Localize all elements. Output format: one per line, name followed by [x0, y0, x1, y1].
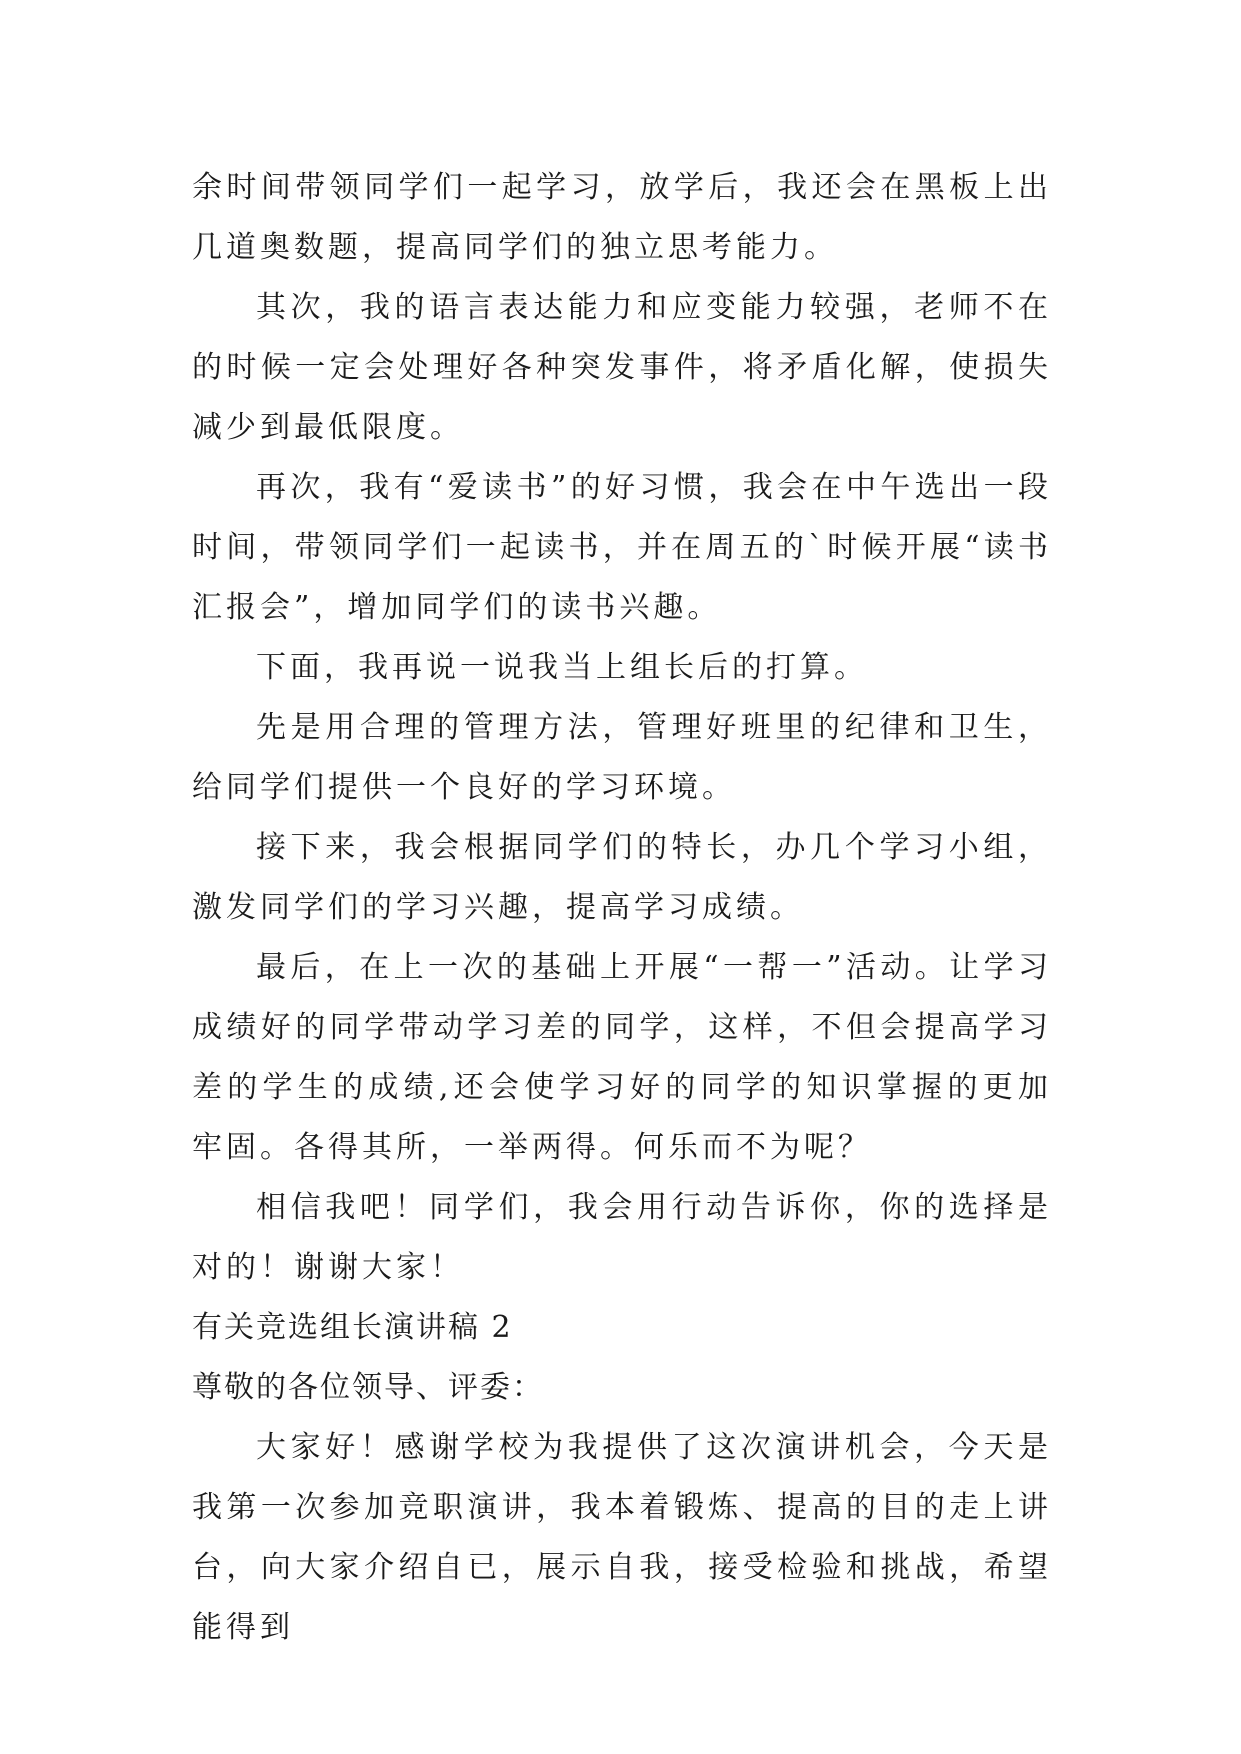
paragraph-greeting: 大家好！感谢学校为我提供了这次演讲机会，今天是我第一次参加竞职演讲，我本着锻炼、提高的目的走上讲台，向大家介绍自已，展示自我，接受检验和挑战，希望能得到 [192, 1430, 1052, 1645]
paragraph-plan-first: 先是用合理的管理方法，管理好班里的纪律和卫生，给同学们提供一个良好的学习环境。 [192, 710, 1052, 805]
paragraph-closing: 相信我吧！同学们，我会用行动告诉你，你的选择是对的！谢谢大家！ [192, 1190, 1052, 1285]
document-page [192, 158, 1052, 1658]
paragraph-plans-intro: 下面，我再说一说我当上组长后的打算。 [256, 650, 868, 685]
paragraph-continued: 余时间带领同学们一起学习，放学后，我还会在黑板上出几道奥数题，提高同学们的独立思考能力。 [192, 170, 1052, 265]
paragraph-thirdly: 再次，我有“爱读书”的好习惯，我会在中午选出一段时间，带领同学们一起读书，并在周五的`时候开展“读书汇报会”，增加同学们的读书兴趣。 [192, 470, 1052, 625]
salutation: 尊敬的各位领导、评委： [192, 1370, 544, 1405]
section-title: 有关竞选组长演讲稿 2 [192, 1310, 513, 1345]
paragraph-secondly: 其次，我的语言表达能力和应变能力较强，老师不在的时候一定会处理好各种突发事件，将矛盾化解，使损失减少到最低限度。 [192, 290, 1052, 445]
paragraph-plan-next: 接下来，我会根据同学们的特长，办几个学习小组，激发同学们的学习兴趣，提高学习成绩。 [192, 830, 1052, 925]
paragraph-plan-last: 最后，在上一次的基础上开展“一帮一”活动。让学习成绩好的同学带动学习差的同学，这样，不但会提高学习差的学生的成绩,还会使学习好的同学的知识掌握的更加牢固。各得其所，一举两得。何乐而不为呢？ [192, 950, 1052, 1165]
